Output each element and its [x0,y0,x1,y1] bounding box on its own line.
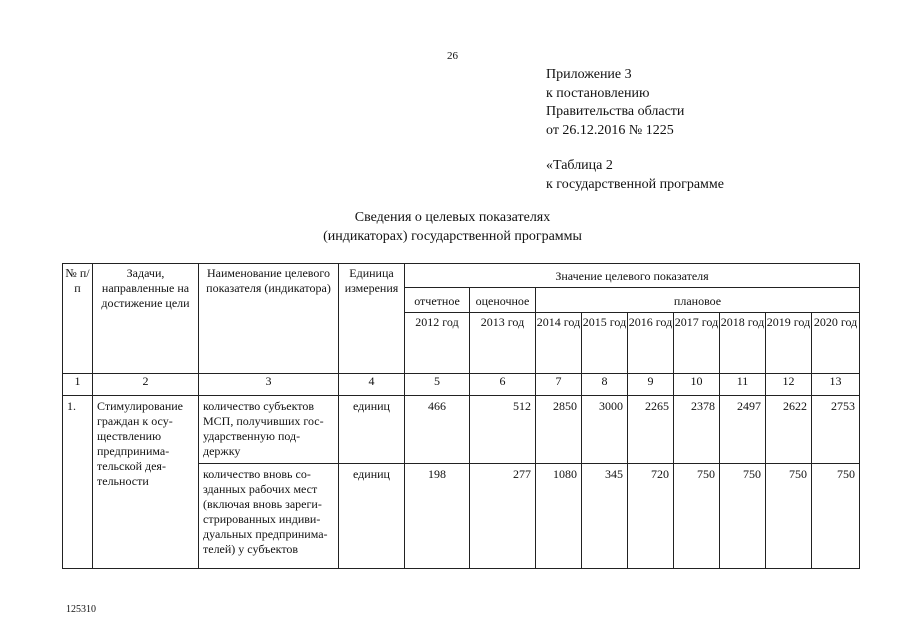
value-cell: 2622 [766,396,812,464]
column-number: 10 [674,374,720,396]
header-num: № п/п [63,264,93,374]
value-cell: 1080 [536,464,582,569]
appendix-line: Правительства области [546,104,685,119]
title-line: Сведения о целевых показателях [354,210,551,225]
row-number: 1. [63,396,93,569]
column-number: 6 [470,374,536,396]
column-number: 4 [339,374,405,396]
header-year: 2018 год [720,313,766,374]
value-cell: 466 [405,396,470,464]
header-year: 2017 год [674,313,720,374]
page-number: 26 [447,50,458,62]
header-year: 2012 год [405,313,470,374]
header-year: 2016 год [628,313,674,374]
footer-code: 125310 [66,604,96,615]
appendix-line: Приложение 3 [546,67,632,82]
value-cell: 2378 [674,396,720,464]
task-cell: Стимулирование граждан к осу-ществлению предпринима-тельской дея-тельности [93,396,199,569]
indicator-cell: количество вновь со-зданных рабочих мест (включая вновь зареги-стрированных индиви-дуальных предпринима-телей) у субъектов [199,464,339,569]
value-cell: 3000 [582,396,628,464]
header-year: 2015 год [582,313,628,374]
header-task: Задачи, направленные на достижение цели [93,264,199,374]
header-value: Значение целевого показателя [405,264,860,288]
header-planned: плановое [536,288,860,313]
column-number: 13 [812,374,860,396]
value-cell: 277 [470,464,536,569]
unit-cell: единиц [339,396,405,464]
header-year: 2019 год [766,313,812,374]
column-number: 11 [720,374,766,396]
value-cell: 345 [582,464,628,569]
column-number: 7 [536,374,582,396]
column-number: 1 [63,374,93,396]
value-cell: 750 [720,464,766,569]
column-number: 12 [766,374,812,396]
appendix-line: от 26.12.2016 № 1225 [546,122,674,138]
value-cell: 2753 [812,396,860,464]
column-number: 5 [405,374,470,396]
indicator-cell: количество субъектов МСП, получивших гос-ударственную под-держку [199,396,339,464]
column-number: 8 [582,374,628,396]
value-cell: 2265 [628,396,674,464]
header-year: 2014 год [536,313,582,374]
value-cell: 2850 [536,396,582,464]
value-cell: 750 [812,464,860,569]
table-row [63,396,860,464]
header-year: 2020 год [812,313,860,374]
title-line: (индикаторах) государственной программы [323,229,582,244]
value-cell: 198 [405,464,470,569]
header-indicator: Наименование целевого показателя (индикатора) [199,264,339,374]
column-number: 9 [628,374,674,396]
appendix-block [546,66,724,194]
header-reporting: отчетное [405,288,470,313]
header-year: 2013 год [470,313,536,374]
indicators-table [62,263,860,569]
value-cell: 512 [470,396,536,464]
table-ref-line: к государственной программе [546,176,724,192]
column-number-row [63,374,860,396]
header-unit: Единица измерения [339,264,405,374]
value-cell: 720 [628,464,674,569]
value-cell: 750 [674,464,720,569]
column-number: 3 [199,374,339,396]
table-ref-line: «Таблица 2 [546,158,613,173]
header-estimated: оценочное [470,288,536,313]
value-cell: 750 [766,464,812,569]
unit-cell: единиц [339,464,405,569]
value-cell: 2497 [720,396,766,464]
appendix-line: к постановлению [546,85,650,101]
column-number: 2 [93,374,199,396]
document-title [0,208,905,246]
